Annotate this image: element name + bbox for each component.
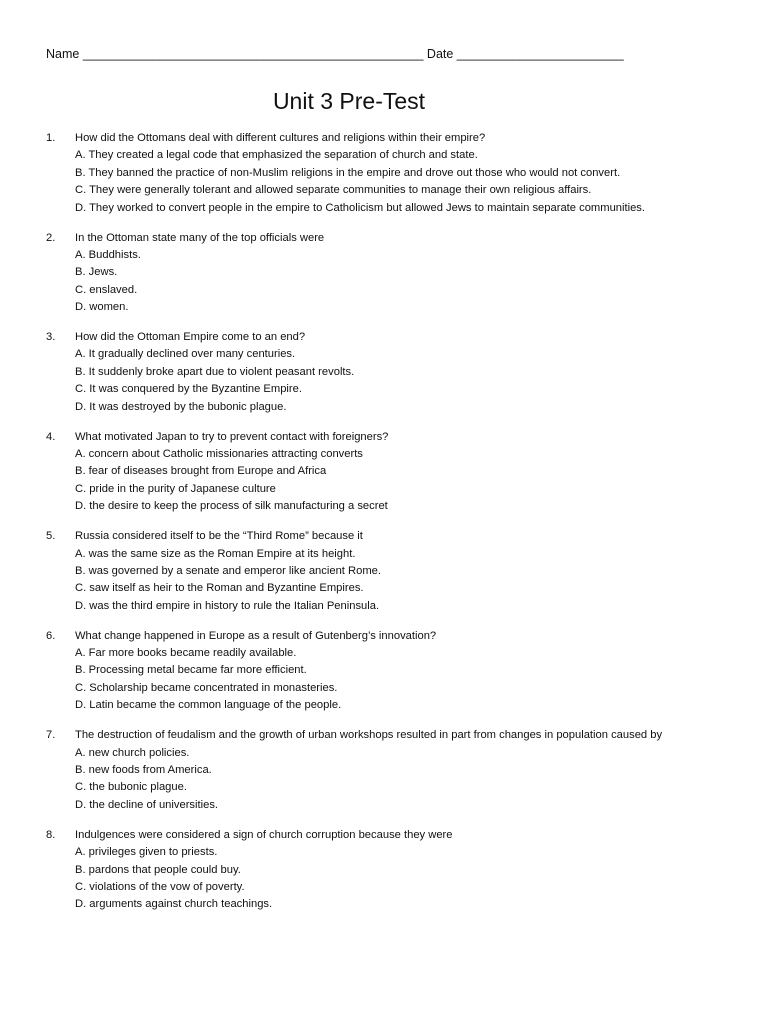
question-item: [0, 727, 768, 814]
question-item: [0, 429, 768, 516]
answer-option: B. pardons that people could buy.: [75, 863, 241, 876]
answer-option: C. Scholarship became concentrated in monasteries.: [75, 681, 338, 694]
question-stem: The destruction of feudalism and the growth of urban workshops resulted in part from changes in population caused by: [75, 729, 663, 742]
question-stem: What motivated Japan to try to prevent contact with foreigners?: [75, 430, 389, 443]
answer-option: B. new foods from America.: [75, 764, 212, 776]
answer-option: A. They created a legal code that emphasized the separation of church and state.: [75, 149, 478, 162]
question-body: [75, 827, 685, 914]
answer-option: A. Far more books became readily available.: [75, 647, 297, 660]
question-item: [0, 528, 768, 615]
question-list: [0, 130, 768, 926]
answer-option: C. It was conquered by the Byzantine Empire.: [75, 383, 302, 396]
answer-option: C. saw itself as heir to the Roman and Byzantine Empires.: [75, 582, 364, 595]
question-body: [75, 329, 685, 416]
question-number: 6.: [46, 629, 56, 642]
question-item: [0, 827, 768, 914]
question-number: 4.: [46, 430, 56, 443]
page-title: Unit 3 Pre-Test: [272, 88, 426, 114]
question-number: 7.: [46, 729, 56, 742]
question-stem: What change happened in Europe as a result of Gutenberg’s innovation?: [75, 629, 437, 642]
answer-option: A. Buddhists.: [75, 248, 141, 261]
question-item: [0, 230, 768, 317]
question-stem: How did the Ottomans deal with different cultures and religions within their empire?: [75, 132, 486, 144]
answer-option: A. new church policies.: [75, 746, 190, 759]
question-stem: How did the Ottoman Empire come to an end?: [75, 331, 306, 344]
question-body: [75, 628, 685, 715]
answer-option: A. concern about Catholic missionaries attracting converts: [75, 448, 363, 460]
question-body: [75, 429, 685, 516]
answer-option: A. privileges given to priests.: [75, 846, 218, 859]
answer-option: D. It was destroyed by the bubonic plague.: [75, 400, 287, 413]
answer-option: A. was the same size as the Roman Empire at its height.: [75, 547, 356, 560]
question-number: 5.: [46, 530, 56, 543]
question-stem: Indulgences were considered a sign of church corruption because they were: [75, 828, 453, 841]
answer-option: A. It gradually declined over many centuries.: [75, 348, 296, 361]
question-number: 3.: [46, 331, 56, 344]
answer-option: C. the bubonic plague.: [75, 781, 187, 794]
answer-option: B. fear of diseases brought from Europe and Africa: [75, 465, 327, 478]
answer-option: D. arguments against church teachings.: [75, 898, 273, 911]
answer-option: D. the decline of universities.: [75, 798, 219, 811]
answer-option: B. Jews.: [75, 266, 118, 279]
answer-option: B. They banned the practice of non-Muslim religions in the empire and drove out those who would not convert.: [75, 166, 621, 179]
answer-option: D. Latin became the common language of the people.: [75, 699, 342, 712]
answer-option: C. pride in the purity of Japanese culture: [75, 482, 276, 495]
question-body: [75, 230, 685, 317]
question-stem: In the Ottoman state many of the top officials were: [75, 231, 325, 244]
question-item: [0, 130, 768, 217]
answer-option: C. violations of the vow of poverty.: [75, 880, 245, 893]
question-item: [0, 628, 768, 715]
answer-option: D. women.: [75, 301, 129, 314]
name-date-line: Name _________________________________________________ Date ________________________: [46, 47, 624, 61]
answer-option: B. Processing metal became far more efficient.: [75, 664, 307, 677]
question-number: 2.: [46, 231, 56, 244]
question-body: [75, 528, 685, 615]
answer-option: B. was governed by a senate and emperor like ancient Rome.: [75, 564, 381, 577]
question-number: 1.: [46, 132, 56, 144]
answer-option: D. They worked to convert people in the empire to Catholicism but allowed Jews to maintain separate communities.: [75, 201, 646, 214]
question-item: [0, 329, 768, 416]
answer-option: C. They were generally tolerant and allowed separate communities to manage their own religious affairs.: [75, 184, 592, 197]
question-body: [75, 727, 685, 814]
question-number: 8.: [46, 828, 56, 841]
question-stem: Russia considered itself to be the “Third Rome” because it: [75, 530, 363, 543]
answer-option: B. It suddenly broke apart due to violent peasant revolts.: [75, 365, 355, 378]
question-body: [75, 130, 685, 217]
answer-option: C. enslaved.: [75, 283, 138, 296]
answer-option: D. was the third empire in history to rule the Italian Peninsula.: [75, 599, 380, 612]
answer-option: D. the desire to keep the process of silk manufacturing a secret: [75, 500, 388, 513]
